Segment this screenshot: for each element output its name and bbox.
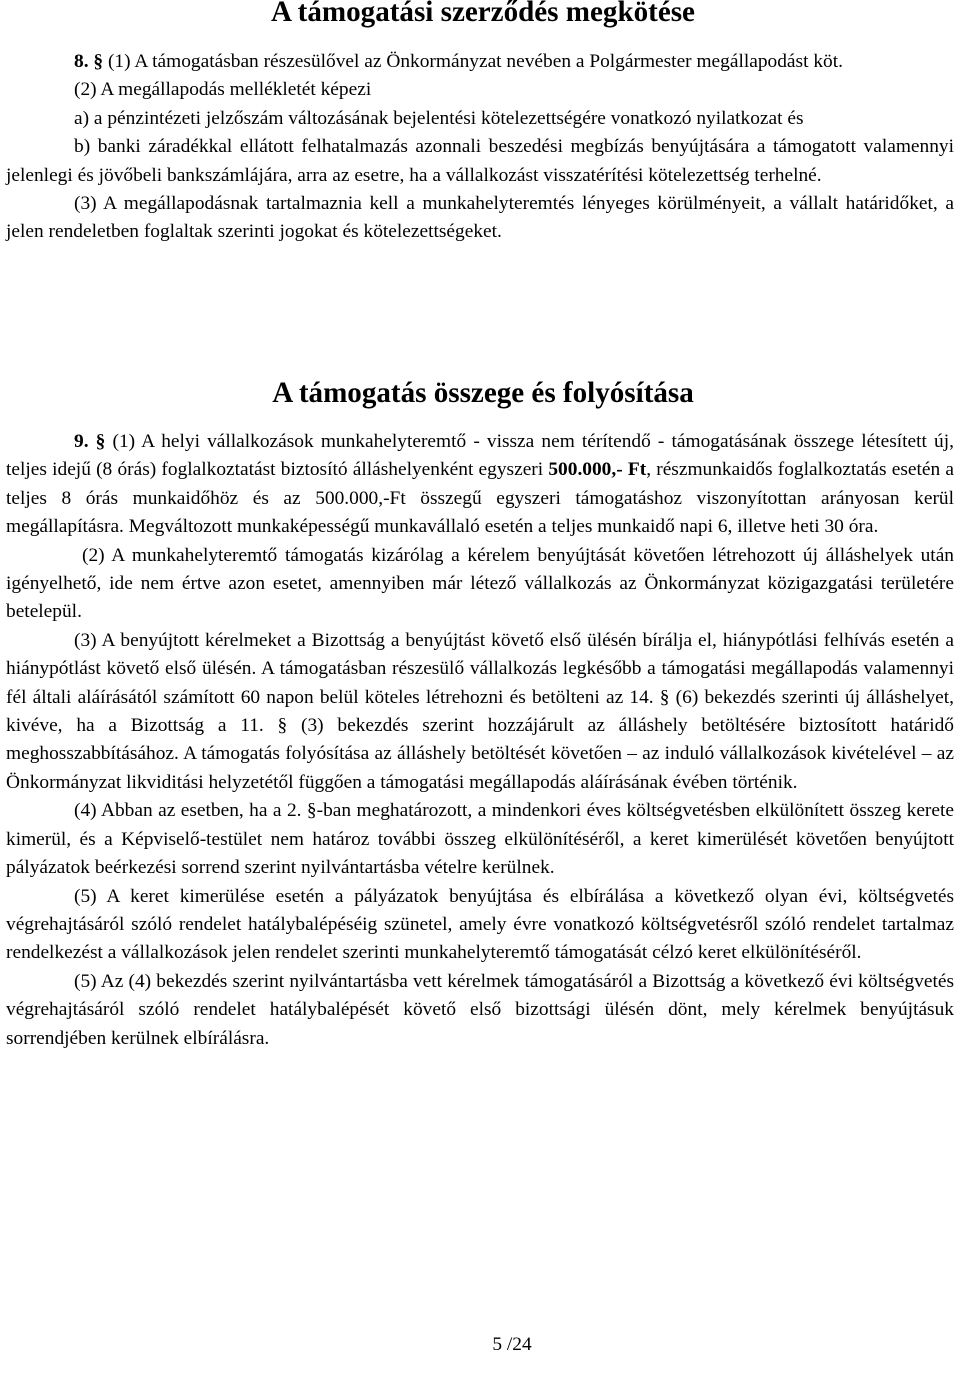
section-number: 9.	[74, 431, 89, 452]
page-number: 5 /24	[492, 1334, 532, 1355]
section-title-amount: A támogatás összege és folyósítása	[272, 377, 694, 409]
paragraph-text: (1) A támogatásban részesülővel az Önkormányzat nevében a Polgármester megállapodást köt.	[107, 51, 843, 72]
paragraph-9-3: (3) A benyújtott kérelmeket a Bizottság a benyújtást követő első ülésén bírálja el, hiánypótlási felhívás esetén a hiánypótlást követő első ülésén. A támogatásban részesülő vállalkozás legkésőbb a támogatási megállapodás valamennyi fél általi aláírásától számított 60 napon belül köteles létrehozni és betölteni az 14. § (6) bekezdés szerinti új álláshelyet, kivéve, ha a Bizottság a 11. § (3) bekezdés szerint hozzájárult az álláshely betöltésére biztosított határidő meghosszabbításához. A támogatás folyósítása az álláshely betöltését követően – az induló vállalkozások kivételével – az Önkormányzat likviditási helyzetétől függően a támogatási megállapodás aláírásának évében történik.	[6, 629, 954, 793]
section-body-contract	[6, 48, 954, 247]
paragraph-8-2-b: b) banki záradékkal ellátott felhatalmazás azonnali beszedési megbízás benyújtására a támogatott valamennyi jelenlegi és jövőbeli bankszámlájára, arra az esetre, ha a vállalkozást visszatérítési kötelezettség terhelné.	[6, 136, 954, 186]
paragraph-9-5b: (5) Az (4) bekezdés szerint nyilvántartásba vett kérelmek támogatásáról a Bizottság a következő évi költségvetés végrehajtásáról szóló rendelet hatálybalépését követő első bizottsági ülésén dönt, mely kérelmek benyújtásuk sorrendjében kerülnek elbírálásra.	[6, 970, 954, 1049]
paragraph-text: (1) A helyi vállalkozások munkahelyteremtő - vissza nem térítendő - támogatásának összege létesített új, teljes idejű (8 órás) foglalkoztatást biztosító álláshelyenként egyszeri	[6, 431, 954, 481]
paragraph-9-1	[6, 428, 954, 542]
paragraph-9-2: (2) A munkahelyteremtő támogatás kizárólag a kérelem benyújtását követően létrehozott új álláshelyek után igényelhető, ide nem értve azon esetet, amennyiben már létező vállalkozás az Önkormányzat közigazgatási területére betelepül.	[6, 544, 954, 623]
section-sign: §	[95, 431, 106, 452]
section-body-amount	[6, 428, 954, 1053]
paragraph-8-2-a: a) a pénzintézeti jelzőszám változásának bejelentési kötelezettségére vonatkozó nyilatkozat és	[74, 107, 804, 129]
section-number: 8.	[74, 51, 89, 72]
paragraph-8-3: (3) A megállapodásnak tartalmaznia kell a munkahelyteremtés lényeges körülményeit, a vállalt határidőket, a jelen rendeletben foglaltak szerinti jogokat és kötelezettségeket.	[6, 193, 954, 243]
paragraph-9-4: (4) Abban az esetben, ha a 2. §-ban meghatározott, a mindenkori éves költségvetésben elkülönített összeg kerete kimerül, és a Képviselő-testület nem határoz további összeg elkülönítéséről, a keret kimerülését követően benyújtott pályázatok beérkezési sorrend szerint nyilvántartásba vételre kerülnek.	[6, 800, 954, 879]
paragraph-8-1	[6, 48, 954, 76]
paragraph-text-cont: , részmunkaidős foglalkoztatás esetén a teljes 8 órás munkaidőhöz és az 500.000,-Ft összegű egyszeri támogatáshoz viszonyítottan arányosan kerül megállapításra. Megváltozott munkaképességű munkavállaló esetén a teljes munkaidő napi 6, illetve heti 30 óra.	[6, 459, 954, 538]
paragraph-9-5: (5) A keret kimerülése esetén a pályázatok benyújtása és elbírálása a következő olyan évi, költségvetés végrehajtásáról szóló rendelet hatálybalépéséig szünetel, amely évre vonatkozó költségvetésről szóló rendelet tartalmaz rendelkezést a vállalkozások jelen rendelet szerinti munkahelyteremtő támogatását célzó keret elkülönítéséről.	[6, 885, 954, 964]
paragraph-8-2-intro: (2) A megállapodás mellékletét képezi	[74, 79, 372, 101]
section-title-contract: A támogatási szerződés megkötése	[271, 0, 695, 28]
amount-value: 500.000,- Ft	[548, 459, 647, 481]
section-sign: §	[93, 51, 104, 72]
